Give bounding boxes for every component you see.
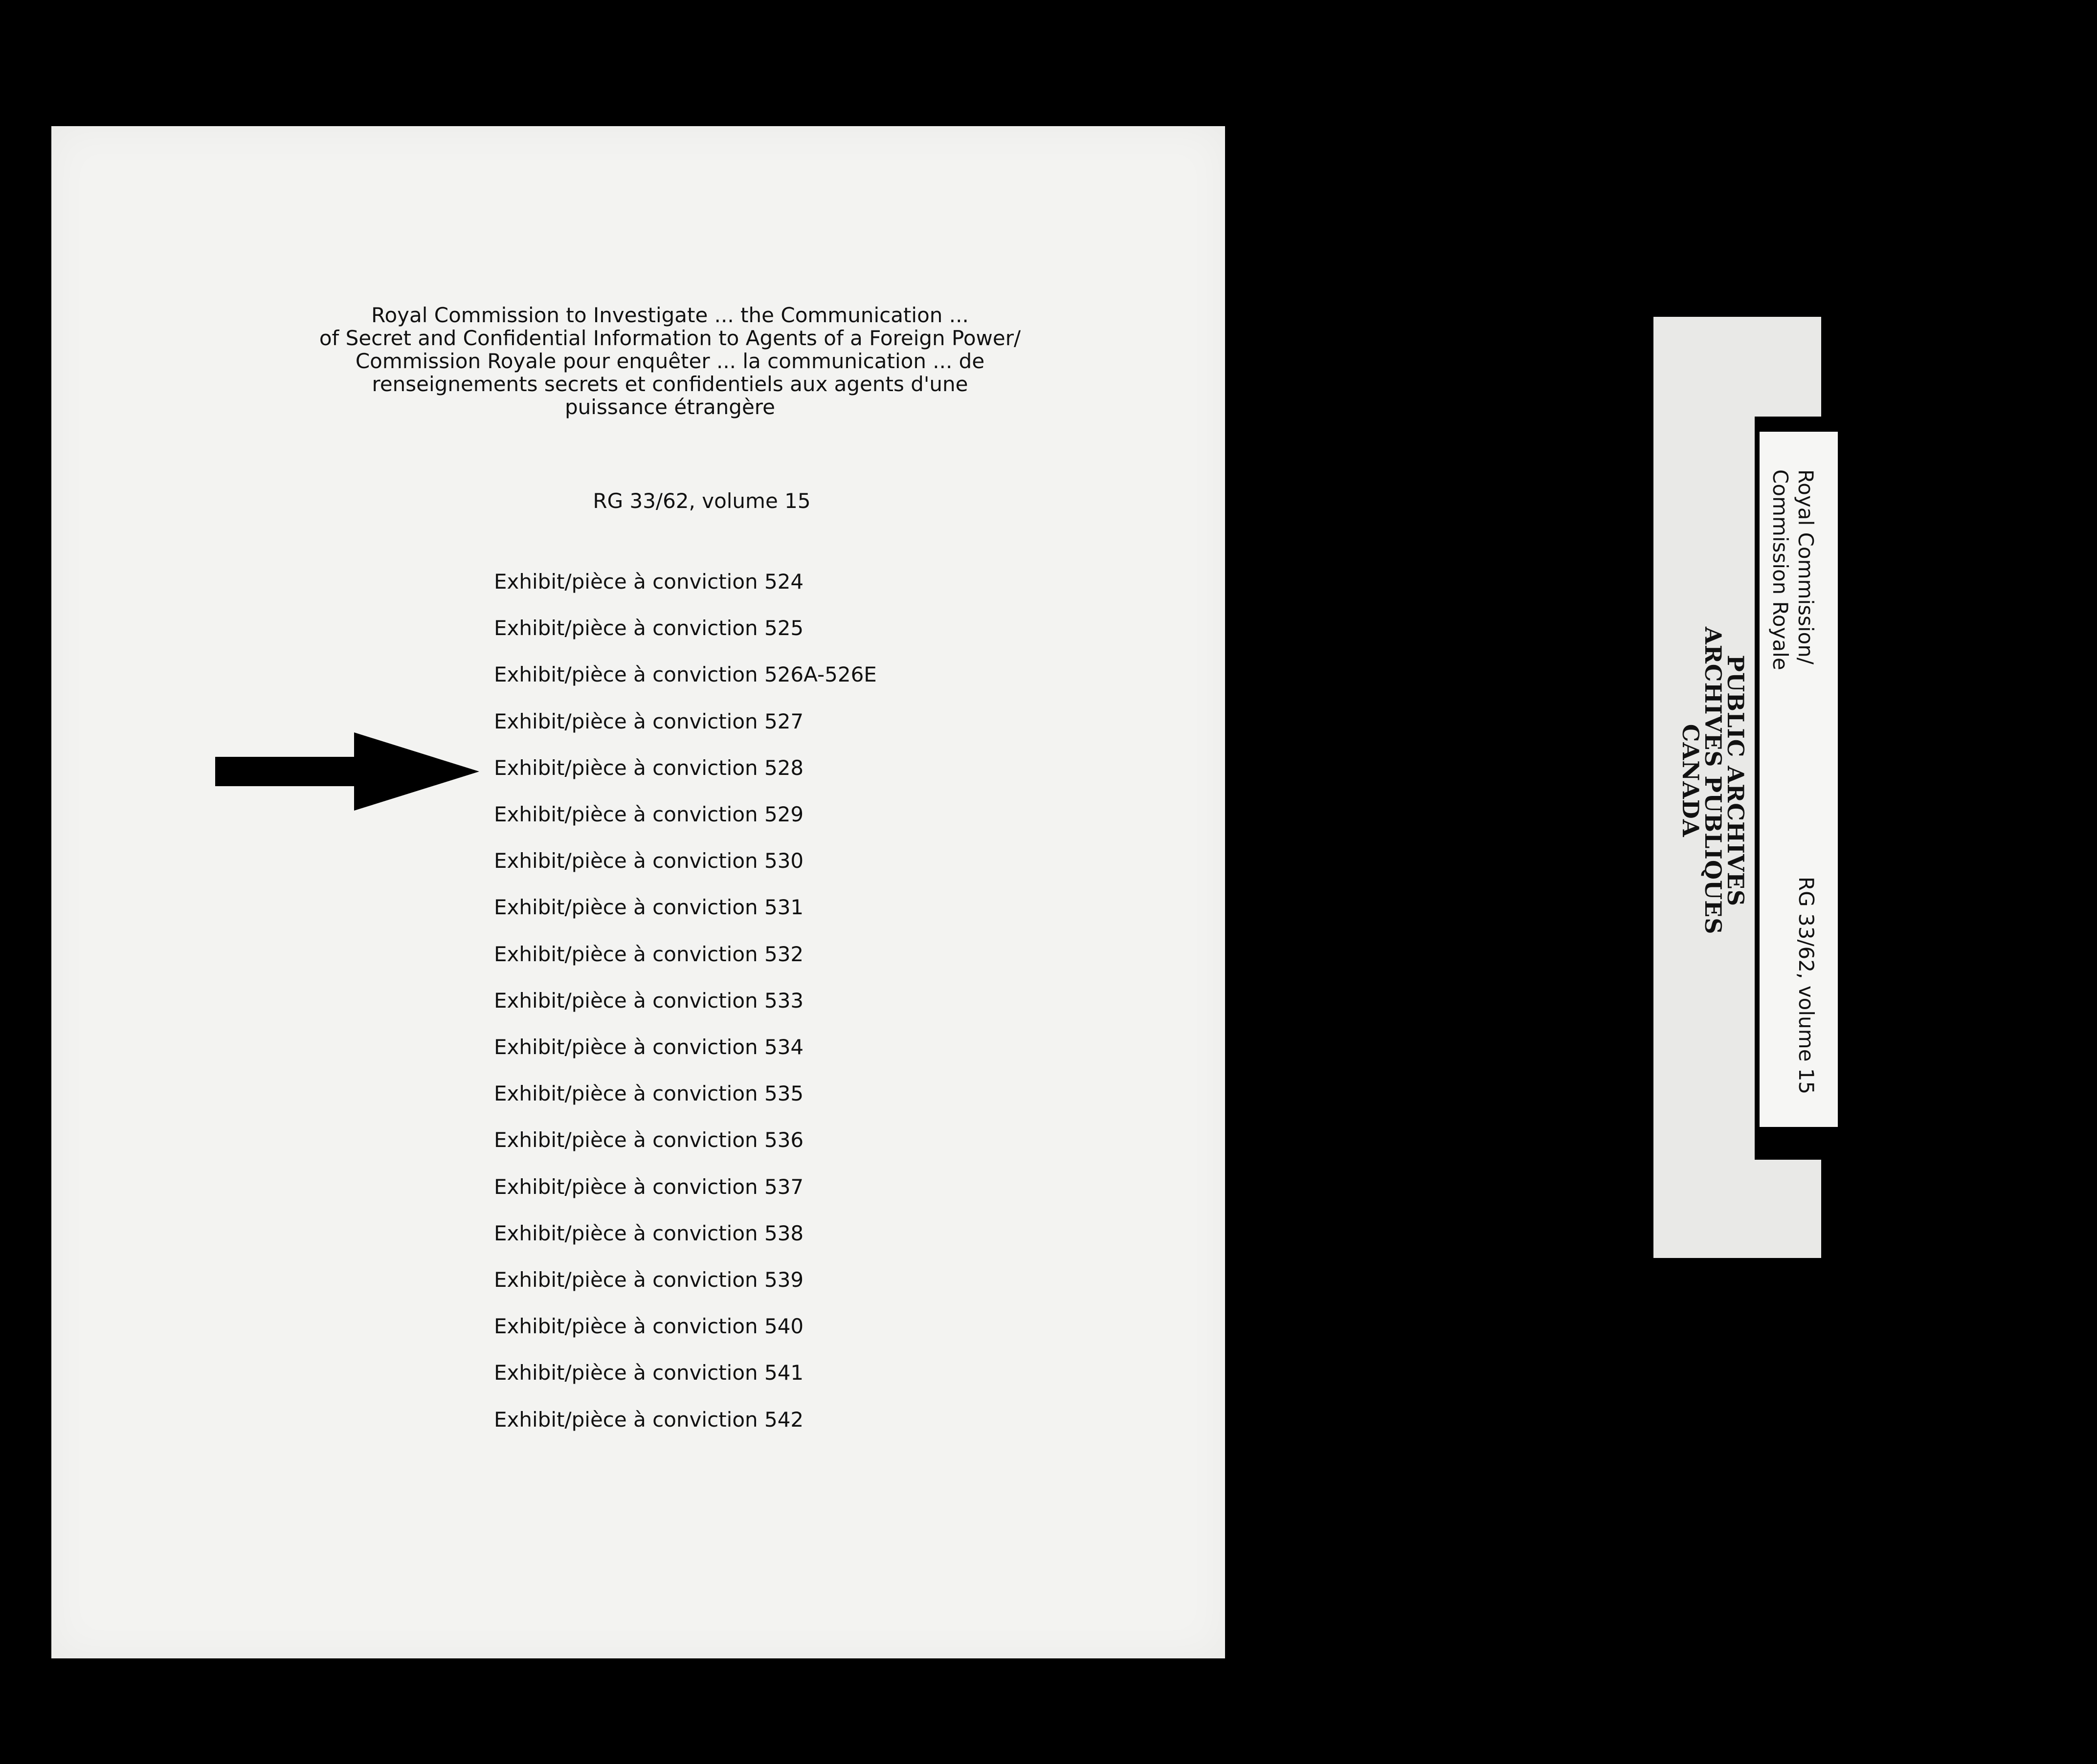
stamp-line: PUBLIC ARCHIVES [1722,655,1749,906]
spine-title [1767,469,1818,670]
exhibit-item: Exhibit/pièce à conviction 526A-526E [494,662,877,687]
stamp-line: CANADA [1677,724,1704,838]
exhibit-item: Exhibit/pièce à conviction 532 [494,942,804,966]
document-title [51,304,1289,419]
exhibit-item: Exhibit/pièce à conviction 524 [494,570,804,594]
document-page [51,126,1225,1658]
exhibit-item: Exhibit/pièce à conviction 538 [494,1221,804,1245]
exhibit-item: Exhibit/pièce à conviction 525 [494,616,804,640]
spine-volume: RG 33/62, volume 15 [1794,877,1818,1095]
title-line: Royal Commission to Investigate ... the Communication ... [371,303,969,327]
title-line: renseignements secrets et confidentiels aux agents d'une [372,372,968,396]
exhibit-item: Exhibit/pièce à conviction 542 [494,1407,804,1432]
exhibit-item: Exhibit/pièce à conviction 528 [494,755,804,780]
title-line: of Secret and Confidential Information to Agents of a Foreign Power/ [319,326,1021,350]
exhibit-item: Exhibit/pièce à conviction 527 [494,709,804,733]
volume-reference: RG 33/62, volume 15 [593,489,811,513]
exhibit-item: Exhibit/pièce à conviction 537 [494,1174,804,1199]
archives-stamp [1679,627,1747,934]
arrow-right-icon [215,732,479,835]
stamp-line: ARCHIVES PUBLIQUES [1700,627,1726,935]
exhibit-list [494,558,877,1443]
exhibit-item-current: Exhibit/pièce à conviction 531 [494,895,804,920]
exhibit-item: Exhibit/pièce à conviction 540 [494,1314,804,1339]
title-line: Commission Royale pour enquêter ... la communication ... de [355,349,985,373]
exhibit-item: Exhibit/pièce à conviction 536 [494,1128,804,1152]
exhibit-item: Exhibit/pièce à conviction 534 [494,1035,804,1059]
exhibit-item: Exhibit/pièce à conviction 541 [494,1361,804,1385]
exhibit-item: Exhibit/pièce à conviction 535 [494,1081,804,1106]
exhibit-item: Exhibit/pièce à conviction 533 [494,988,804,1013]
spine-title-line: Commission Royale [1768,469,1792,670]
exhibit-item: Exhibit/pièce à conviction 529 [494,802,804,827]
exhibit-item: Exhibit/pièce à conviction 530 [494,849,804,873]
title-line: puissance étrangère [565,395,775,419]
exhibit-item: Exhibit/pièce à conviction 539 [494,1268,804,1292]
spine-title-line: Royal Commission/ [1794,469,1818,665]
